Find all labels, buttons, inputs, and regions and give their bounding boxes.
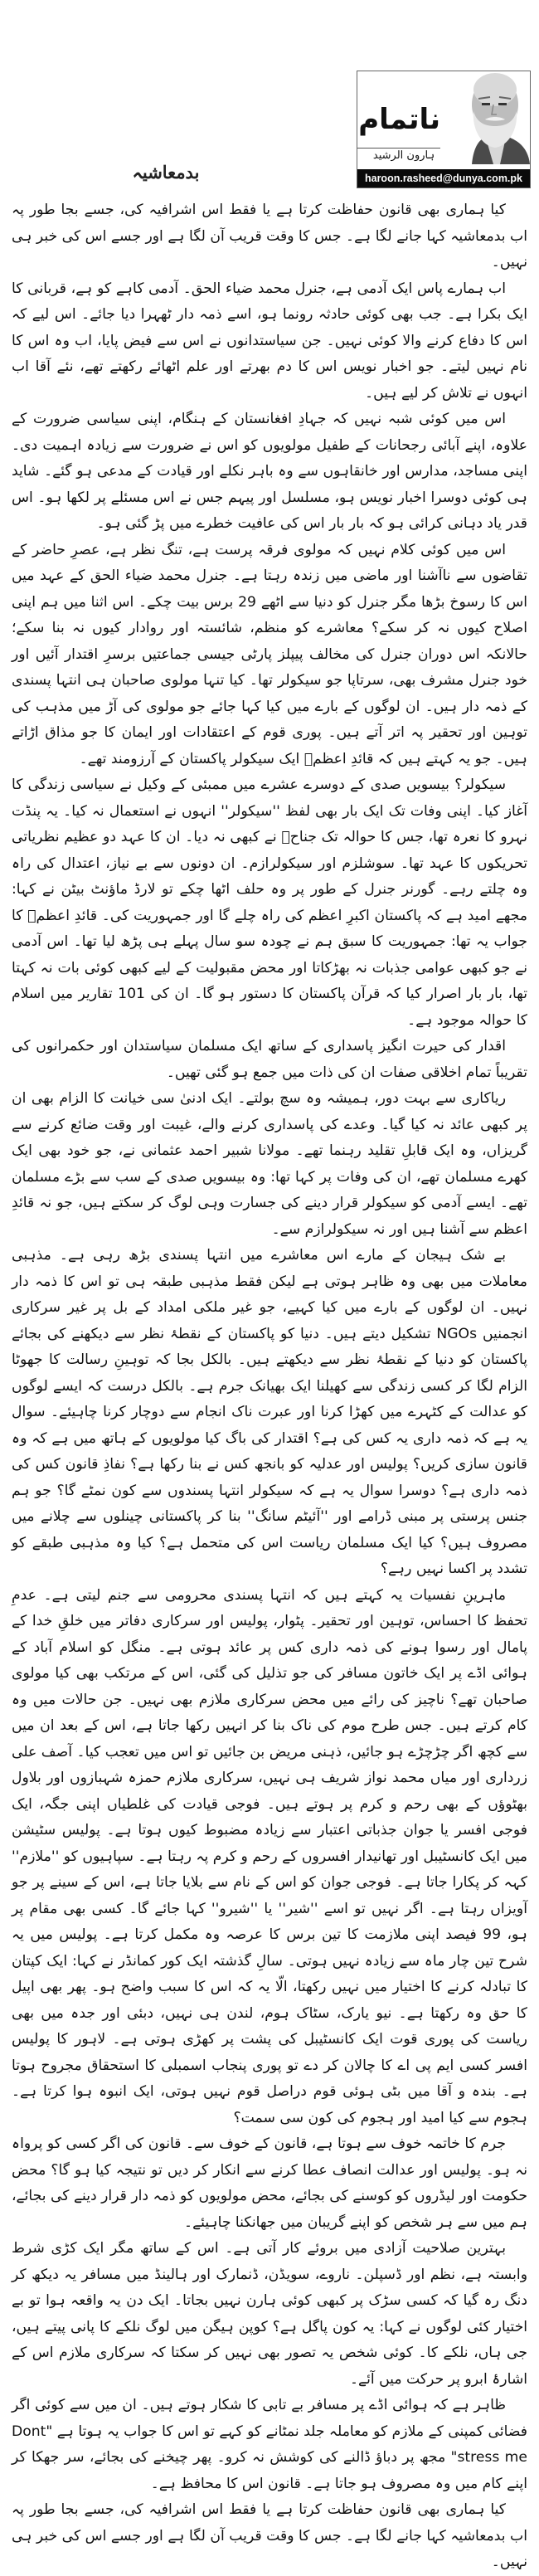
paragraph: اب ہمارے پاس ایک آدمی ہے، جنرل محمد ضیاء الحق۔ آدمی کاہے کو ہے، قربانی کا ایک بکرا ہے۔ جب بھی کوئی حادثہ رونما ہو، اسے ذمہ دار ٹھہرا دیا جائے۔ اس لیے کہ اس کا دفاع کرنے والا کوئی نہیں۔ جن سیاستدانوں نے اس سے فیض پایا، اب وہ اس کا نام نہیں لیتے۔ جو اخبار نویس اس کا دم بھرتے اور علم اٹھائے رکھتے تھے، نئے آقا اب انہوں نے تلاش کر لیے ہیں۔ bbox=[12, 280, 527, 402]
article-body bbox=[12, 197, 527, 2576]
paragraph: اس میں کوئی شبہ نہیں کہ جہادِ افغانستان کے ہنگام، اپنی سیاسی ضرورت کے علاوہ، اپنے آبائی رجحانات کے طفیل مولویوں کو اس نے ضرورت سے زیادہ اہمیت دی۔ اپنی مساجد، مدارس اور خانقاہوں سے وہ باہر نکلے اور قیادت کے مدعی ہو گئے۔ شاید ہی کوئی دوسرا اخبار نویس ہو، مسلسل اور پیہم جس نے اس مسئلے پر لکھا ہو۔ اس قدر یاد دہانی کرائی ہو کہ بار بار اس کی عافیت خطرے میں پڑ گئی ہو۔ bbox=[12, 411, 527, 532]
divider bbox=[357, 148, 440, 149]
paragraph: اس میں کوئی کلام نہیں کہ مولوی فرقہ پرست ہے، تنگ نظر ہے، عصرِ حاضر کے تقاضوں سے ناآشنا اور ماضی میں زندہ رہتا ہے۔ جنرل محمد ضیاء الحق کے عہد میں اس کا رسوخ بڑھا مگر جنرل کو دنیا سے اٹھے 29 برس بیت چکے۔ اس اثنا میں ہم اپنی اصلاح کیوں نہ کر سکے؟ معاشرے کو منظم، شائستہ اور روادار کیوں نہ بنا سکے؛ حالانکہ اس دوران جنرل کی مخالف پیپلز پارٹی جیسی جماعتیں برسرِ اقتدار آئیں اور خود جنرل مشرف بھی، سرتاپا جو سیکولر تھا۔ کیا تنہا مولوی صاحبان ہی انتہا پسندی کے ذمہ دار ہیں۔ ان لوگوں کے بارے میں کیا کہا جائے جو مولوی کی آڑ میں مذہب کی توہین اور تحقیر پہ اتر آتے ہیں۔ پوری قوم کے اعتقادات اور ایمان کا جو مذاق اڑاتے ہیں۔ جو یہ کہتے ہیں کہ قائدِ اعظمؒ ایک سیکولر پاکستان کے آرزومند تھے۔ bbox=[12, 541, 528, 767]
paragraph: ظاہر ہے کہ ہوائی اڈے پر مسافر بے تابی کا شکار ہوتے ہیں۔ ان میں سے کوئی اگر فضائی کمپنی کے ملازم کو معاملہ جلد نمٹانے کو کہے تو اس کا جواب یہ ہوتا ہے "Dont stress me" مجھ پر دباؤ ڈالنے کی کوشش نہ کرو۔ پھر چیخنے کی بجائے، سر جھکا کر اپنے کام میں وہ مصروف ہو جاتا ہے۔ قانون اس کا محافظ ہے۔ bbox=[12, 2397, 527, 2492]
column-logo-box bbox=[357, 71, 531, 188]
author-portrait bbox=[439, 71, 530, 164]
paragraph: بے شک ہیجان کے مارے اس معاشرے میں انتہا پسندی بڑھ رہی ہے۔ مذہبی معاملات میں بھی وہ ظاہر ہوتی ہے لیکن فقط مذہبی طبقہ ہی تو اس کا ذمہ دار نہیں۔ ان لوگوں کے بارے میں کیا کہیے، جو غیر ملکی امداد کے بل پر غیر سرکاری انجمنیں NGOs تشکیل دیتے ہیں۔ دنیا کو پاکستان کے نقطۂ نظر سے دیکھنے کی بجائے پاکستان کو دنیا کے نقطۂ نظر سے دیکھتے ہیں۔ بالکل بجا کہ توہینِ رسالت کا جھوٹا الزام لگا کر کسی زندگی سے کھیلنا ایک بھیانک جرم ہے۔ بالکل درست کہ ایسے لوگوں کو عدالت کے کٹہرے میں کھڑا کرنا اور عبرت ناک انجام سے دوچار کرنا چاہیئے۔ سوال یہ ہے کہ ذمہ داری یہ کس کی ہے؟ اقتدار کی باگ کیا مولویوں کے ہاتھ میں ہے کہ وہ قانون سازی کریں؟ پولیس اور عدلیہ کو بانجھ کس نے بنا رکھا ہے؟ نفاذِ قانون کس کی ذمہ داری ہے؟ دوسرا سوال یہ ہے کہ سیکولر انتہا پسندوں سے کون نمٹے گا؟ جو ہم جنس پرستی پر مبنی ڈرامے اور ''آئیٹم سانگ'' بنا کر پاکستانی چینلوں سے چلانے میں مصروف ہیں؟ کیا ایک مسلمان ریاست اس کی متحمل ہے؟ کیا وہ مذہبی طبقے کو تشدد پر اکسا نہیں رہے؟ bbox=[12, 1247, 527, 1577]
paragraph: ریاکاری سے بہت دور، ہمیشہ وہ سچ بولتے۔ ایک ادنیٰ سی خیانت کا الزام بھی ان پر کبھی عائد نہ کیا گیا۔ وعدے کی پاسداری کرنے والے، غیبت اور وقت ضائع کرنے سے گریزاں، وہ ایک قابلِ تقلید رہنما تھے۔ مولانا شبیر احمد عثمانی نے، جو خود بھی ایک کھرے مسلمان تھے، ان کی وفات پر کہا تھا: وہ بیسویں صدی کے سب سے بڑے مسلمان تھے۔ ایسے آدمی کو سیکولر قرار دینے کی جسارت وہی لوگ کر سکتے ہیں، جو نہ قائدِ اعظم سے آشنا ہیں اور نہ سیکولرازم سے۔ bbox=[12, 1090, 527, 1238]
series-name: ناتمام bbox=[358, 103, 440, 136]
paragraph: بہترین صلاحیت آزادی میں بروئے کار آتی ہے۔ اس کے ساتھ مگر ایک کڑی شرط وابستہ ہے، نظم اور ڈسپلن۔ ناروے، سویڈن، ڈنمارک اور ہالینڈ میں مسافر یہ دیکھ کر دنگ رہ گیا کہ کسی سڑک پر کبھی کوئی ہارن نہیں بجاتا۔ ایک دن یہ واقعہ ہوا تو بے اختیار کئی لوگوں نے کہا: یہ کون پاگل ہے؟ کوپن ہیگن میں لوگ نلکے کا پانی پیتے ہیں، جی ہاں، نلکے کا۔ کوئی شخص یہ تصور بھی نہیں کر سکتا کہ سرکاری ملازم اس کے اشارۂ ابرو پر حرکت میں آئے۔ bbox=[12, 2240, 527, 2388]
column-header bbox=[0, 0, 539, 192]
paragraph: اقدار کی حیرت انگیز پاسداری کے ساتھ ایک مسلمان سیاستدان اور حکمرانوں کی تقریباً تمام اخلاقی صفات ان کی ذات میں جمع ہو گئی تھیں۔ bbox=[12, 1038, 527, 1081]
author-email: haroon.rasheed@dunya.com.pk bbox=[357, 169, 530, 187]
paragraph: کیا ہماری بھی قانون حفاظت کرتا ہے یا فقط اس اشرافیہ کی، جسے بجا طور پہ اب بدمعاشیہ کہا جانے لگا ہے۔ جس کا وقت قریب آن لگا ہے اور جسے اس کی خبر ہی نہیں۔ bbox=[12, 202, 527, 270]
paragraph: ماہرینِ نفسیات یہ کہتے ہیں کہ انتہا پسندی محرومی سے جنم لیتی ہے۔ عدمِ تحفظ کا احساس، توہین اور تحقیر۔ پٹوار، پولیس اور سرکاری دفاتر میں خلقِ خدا کے پامال اور رسوا ہونے کی ذمہ داری کس پر عائد ہوتی ہے۔ منگل کو اسلام آباد کے ہوائی اڈے پر ایک خاتون مسافر کی جو تذلیل کی گئی، اس کے مرتکب بھی کیا مولوی صاحبان تھے؟ ناچیز کی رائے میں محض سرکاری ملازم بھی نہیں۔ جن حالات میں وہ کام کرتے ہیں۔ جس طرح موم کی ناک بنا کر انہیں رکھا جاتا ہے، اس کے بعد ان میں سے کچھ اگر چڑچڑے ہو جائیں، ذہنی مریض بن جائیں تو اس میں تعجب کیا۔ آصف علی زرداری اور میاں محمد نواز شریف ہی نہیں، سرکاری ملازم حمزہ شہبازوں اور بلاول بھٹوؤں کے بھی رحم و کرم پر ہوتے ہیں۔ فوجی قیادت کی غلطیاں اپنی جگہ، ایک فوجی افسر یا جوان جذباتی اعتبار سے زیادہ مضبوط کیوں ہوتا ہے۔ پولیس سٹیشن میں ایک کانسٹیبل اور تھانیدار افسروں کے رحم و کرم پہ رہتا ہے۔ سپاہیوں کو ''ملازم'' کہہ کر پکارا جاتا ہے۔ فوجی جوان کو اس کے نام سے بلایا جاتا ہے، اس کے سینے پر جو آویزاں رہتا ہے۔ اگر نہیں تو اسے ''شیر'' یا ''شیرو'' کہا جائے گا۔ کسی بھی مقام پر ہو، 99 فیصد اپنی ملازمت کا تین برس کا عرصہ وہ مکمل کرتا ہے۔ پولیس میں یہ شرح تین چار ماہ سے زیادہ نہیں ہوتی۔ سالِ گذشتہ ایک کور کمانڈر نے کہا: ایک کپتان کا تبادلہ کرنے کا اختیار میں نہیں رکھتا، الّا یہ کہ اس کا سبب واضح ہو۔ پھر بھی اپیل کا حق وہ رکھتا ہے۔ نیو یارک، سٹاک ہوم، لندن ہی نہیں، دبئی اور جدہ میں بھی ریاست کی پوری قوت ایک کانسٹیبل کی پشت پر کھڑی ہوتی ہے۔ لاہور کا پولیس افسر کسی ایم پی اے کا چالان کر دے تو پوری پنجاب اسمبلی کا استحقاق مجروح ہوتا ہے۔ بندہ و آقا میں بٹی ہوئی قوم دراصل قوم نہیں ہوتی، ایک انبوہ ہوا کرتا ہے۔ ہجوم سے کیا امید اور ہجوم کی کون سی سمت؟ bbox=[12, 1586, 527, 2126]
paragraph: جرم کا خاتمہ خوف سے ہوتا ہے، قانون کے خوف سے۔ قانون کی اگر کسی کو پرواہ نہ ہو۔ پولیس اور عدالت انصاف عطا کرنے سے انکار کر دیں تو نتیجہ کیا ہو گا؟ محض حکومت اور لیڈروں کو کوسنے کی بجائے، محض مولویوں کو ذمہ دار قرار دینے کی بجائے، ہم میں سے ہر شخص کو اپنے گریبان میں جھانکنا چاہیئے۔ bbox=[12, 2135, 527, 2231]
column-title: بدمعاشیہ bbox=[132, 162, 200, 183]
paragraph: سیکولر؟ بیسویں صدی کے دوسرے عشرے میں ممبئی کے وکیل نے سیاسی زندگی کا آغاز کیا۔ اپنی وفات تک ایک بار بھی لفظ ''سیکولر'' انہوں نے استعمال نہ کیا۔ یہ پنڈت نہرو کا نعرہ تھا، جس کا حوالہ تک جناحؒ نے کبھی نہ دیا۔ ان کا عہد دو عظیم نظریاتی تحریکوں کا عہد تھا۔ سوشلزم اور سیکولرازم۔ ان دونوں سے بے نیاز، اعتدال کی راہ وہ چلتے رہے۔ گورنر جنرل کے طور پر وہ حلف اٹھا چکے تو لارڈ ماؤنٹ بیٹن نے کہا: مجھے امید ہے کہ پاکستان اکبرِ اعظم کی راہ چلے گا اور جمہوریت کی۔ قائدِ اعظمؒ کا جواب یہ تھا: جمہوریت کا سبق ہم نے چودہ سو سال پہلے ہی پڑھ لیا تھا۔ اس آدمی نے جو کبھی عوامی جذبات نہ بھڑکاتا اور محض مقبولیت کے لیے کبھی کوئی بات نہ کہتا تھا، بار بار اصرار کیا کہ قرآن پاکستان کا دستور ہو گا۔ ان کی 101 تقاریر میں اسلام کا حوالہ موجود ہے۔ bbox=[12, 777, 527, 1029]
author-name: ہارون الرشید bbox=[372, 149, 435, 162]
paragraph: کیا ہماری بھی قانون حفاظت کرتا ہے یا فقط اس اشرافیہ کی، جسے بجا طور پہ اب بدمعاشیہ کہا جانے لگا ہے۔ جس کا وقت قریب آن لگا ہے اور جسے اس کی خبر ہی نہیں۔ bbox=[12, 2501, 527, 2570]
